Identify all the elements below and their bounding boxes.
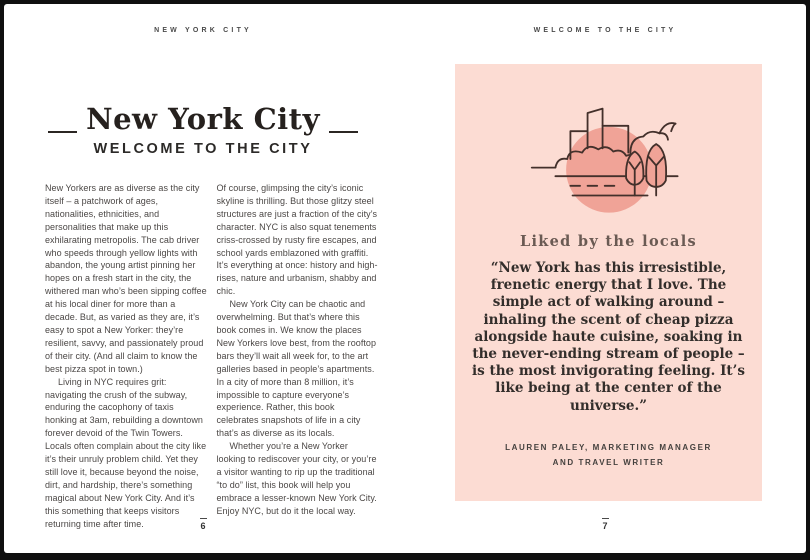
page-number-left (43, 518, 363, 531)
page-subtitle: WELCOME TO THE CITY (93, 141, 313, 157)
paragraph: Living in NYC requires grit: navigating the crush of the subway, enduring the cacophony of taxis honking at 3am, rebuilding a downtown forever devoid of the Twin Towers. Locals often complain about the city like it’s their unruly problem child. Yet they still love it, because beyond the noise, dirt, and hardship, there’s something magical about New York City. And it’s this something that keeps visitors returning time after time. (45, 376, 207, 529)
body-column-2 (217, 182, 380, 530)
page-number-right (445, 518, 765, 531)
folio-number: 7 (602, 521, 608, 531)
running-head-right: WELCOME TO THE CITY (533, 27, 677, 34)
paragraph: New Yorkers are as diverse as the city itself – a patchwork of ages, nationalities, ethnicities, and personalities that make up this exhilarating metropolis. The cab driver who speeds through yellow lights with abandon, the young artist pinning her hopes on a fresh start in the city, the withered man who’s been sipping coffee at his local diner for more than a decade. But, as varied as they are, it’s easy to spot a New Yorker: they’re resilient, savvy, and passionately proud of their city. (And all claim to know the best pizza spot in town.) (45, 183, 207, 374)
folio-number: 6 (200, 521, 206, 531)
body-text-columns (45, 182, 379, 530)
folio-rule (602, 518, 609, 519)
running-head-left: NEW YORK CITY (154, 27, 252, 34)
paragraph: New York City can be chaotic and overwhelming. But that’s where this book comes in. We know the places New Yorkers love best, from the rooftop bars they’ll wait all week for, to the art galleries based in people’s apartments. In a city of more than 8 million, it’s impossible to capture everyone’s experience. Rather, this book celebrates snapshots of life in a city that’s as diverse as its locals. (216, 299, 377, 439)
chapter-title-block (43, 102, 363, 136)
folio-rule (200, 518, 207, 519)
panel-heading: Liked by the locals (519, 233, 698, 250)
paragraph: Of course, glimpsing the city’s iconic skyline is thrilling. But those glitzy steel structures are just a fraction of the city’s character. NYC is also squat tenements criss-crossed by rusty fire escapes, and school yards emblazoned with graffiti. It’s everything at once: history and high-rises, nature and urbanism, shabby and chic. (216, 183, 378, 297)
locals-quote-panel (455, 64, 762, 501)
paragraph: Whether you’re a New Yorker looking to rediscover your city, or you’re a visitor wanting to rip up the traditional “to do” list, this book will help you embrace a lesser-known New York City. Enjoy NYC, but do it the local way. (216, 441, 377, 516)
open-book-pages (4, 4, 806, 553)
page-title: New York City (77, 102, 329, 136)
attribution-line: AND TRAVEL WRITER (552, 457, 665, 467)
city-skyline-park-illustration-icon (523, 84, 695, 218)
attribution-line: LAUREN PALEY, MARKETING MANAGER (505, 443, 712, 452)
local-quote: “New York has this irresistible, frenetic energy that I love. The simple act of walking around – inhaling the scent of cheap pizza alongside haute cuisine, soaking in the never-ending stream of people – is the most invigorating feeling. It’s like being at the center of the universe.” (472, 260, 745, 414)
quote-attribution (455, 441, 762, 471)
body-column-1 (45, 182, 208, 530)
